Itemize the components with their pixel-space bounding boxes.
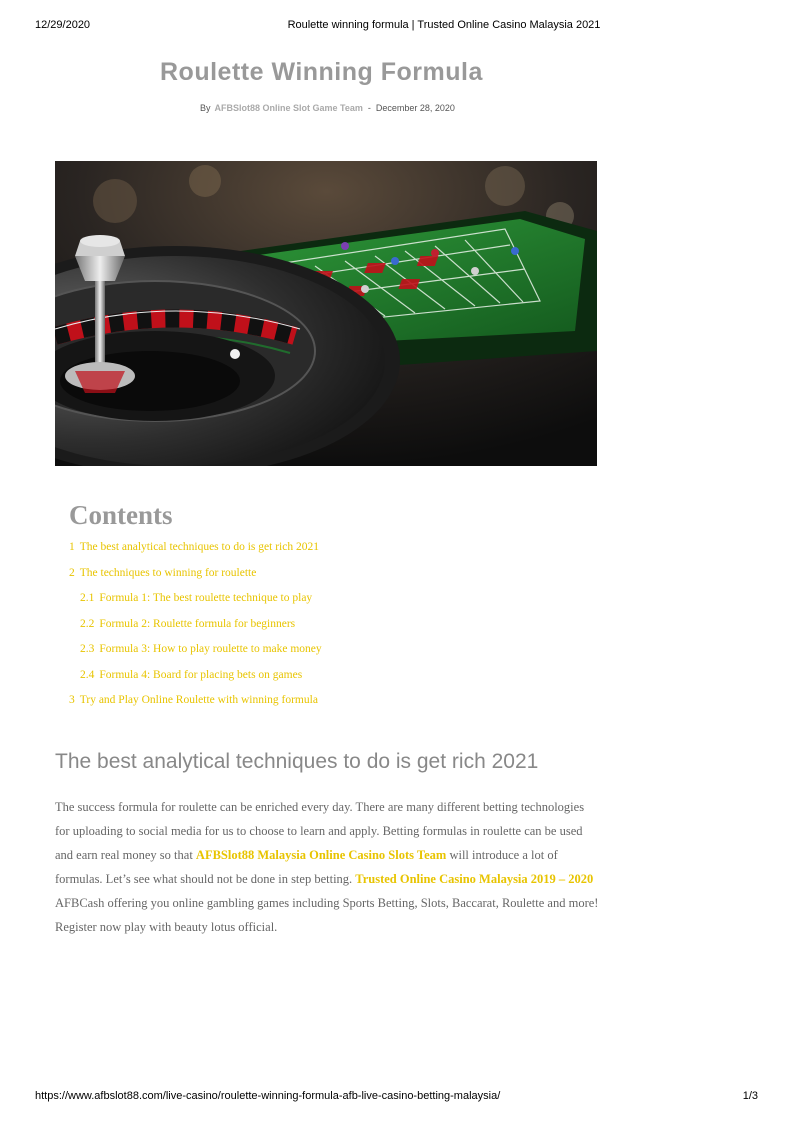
publish-date: December 28, 2020 <box>375 103 455 113</box>
toc-item-label[interactable]: Formula 4: Board for placing bets on games <box>99 668 303 681</box>
toc-subitem[interactable] <box>69 667 322 693</box>
byline-prefix: By <box>200 103 211 113</box>
trusted-casino-link[interactable]: Trusted Online Casino Malaysia 2019 – 2020 <box>355 872 594 886</box>
toc-subitem[interactable] <box>69 641 322 667</box>
byline-separator: - <box>367 103 371 113</box>
paragraph-text: The success formula for roulette can be enriched every day. There are many different betting technologies for uploading to social media for us to choose to learn and apply. Betting formulas in roulette can be used and earn real money so that <box>55 800 585 862</box>
toc-subitem[interactable] <box>69 616 322 642</box>
toc-subitem[interactable] <box>69 590 322 616</box>
body-paragraph <box>55 795 600 939</box>
article-title: Roulette Winning Formula <box>160 58 483 86</box>
toc-item-number: 2.1 <box>80 592 95 604</box>
afbslot88-team-link[interactable]: AFBSlot88 Malaysia Online Casino Slots Team <box>195 848 447 862</box>
toc-item-label[interactable]: Formula 3: How to play roulette to make money <box>99 643 322 655</box>
toc-item[interactable] <box>69 565 322 591</box>
toc-item-number: 1 <box>69 541 75 553</box>
print-footer-url: https://www.afbslot88.com/live-casino/roulette-winning-formula-afb-live-casino-betting-malaysia/ <box>35 1090 501 1102</box>
toc-item-number: 2.3 <box>80 643 95 655</box>
toc-item-label[interactable]: Formula 1: The best roulette technique to play <box>99 592 313 604</box>
paragraph-text: will introduce a lot of formulas. Let’s see what should not be done in step betting. <box>55 848 558 886</box>
hero-image <box>55 161 597 466</box>
toc-item[interactable] <box>69 692 322 718</box>
toc-item[interactable] <box>69 539 322 565</box>
author-link[interactable]: AFBSlot88 Online Slot Game Team <box>214 103 363 113</box>
toc-item-number: 2.2 <box>80 617 95 630</box>
toc-item-number: 2 <box>69 566 75 579</box>
toc-list <box>69 539 322 718</box>
print-header-date: 12/29/2020 <box>35 19 91 31</box>
toc-item-label[interactable]: Formula 2: Roulette formula for beginners <box>99 617 296 630</box>
toc-item-label[interactable]: Try and Play Online Roulette with winning formula <box>79 694 318 706</box>
toc-item-number: 2.4 <box>80 668 95 681</box>
byline <box>200 103 455 113</box>
table-of-contents <box>69 498 322 718</box>
toc-item-label[interactable]: The best analytical techniques to do is get rich 2021 <box>79 541 319 553</box>
toc-heading: Contents <box>69 500 173 530</box>
print-header-title: Roulette winning formula | Trusted Online Casino Malaysia 2021 <box>287 19 601 31</box>
toc-item-number: 3 <box>69 694 75 706</box>
toc-item-label[interactable]: The techniques to winning for roulette <box>79 566 257 579</box>
section-heading: The best analytical techniques to do is get rich 2021 <box>55 750 539 773</box>
print-footer-page: 1/3 <box>742 1090 758 1102</box>
paragraph-text: AFBCash offering you online gambling games including Sports Betting, Slots, Baccarat, Roulette and more! Register now play with beauty lotus official. <box>55 896 599 934</box>
